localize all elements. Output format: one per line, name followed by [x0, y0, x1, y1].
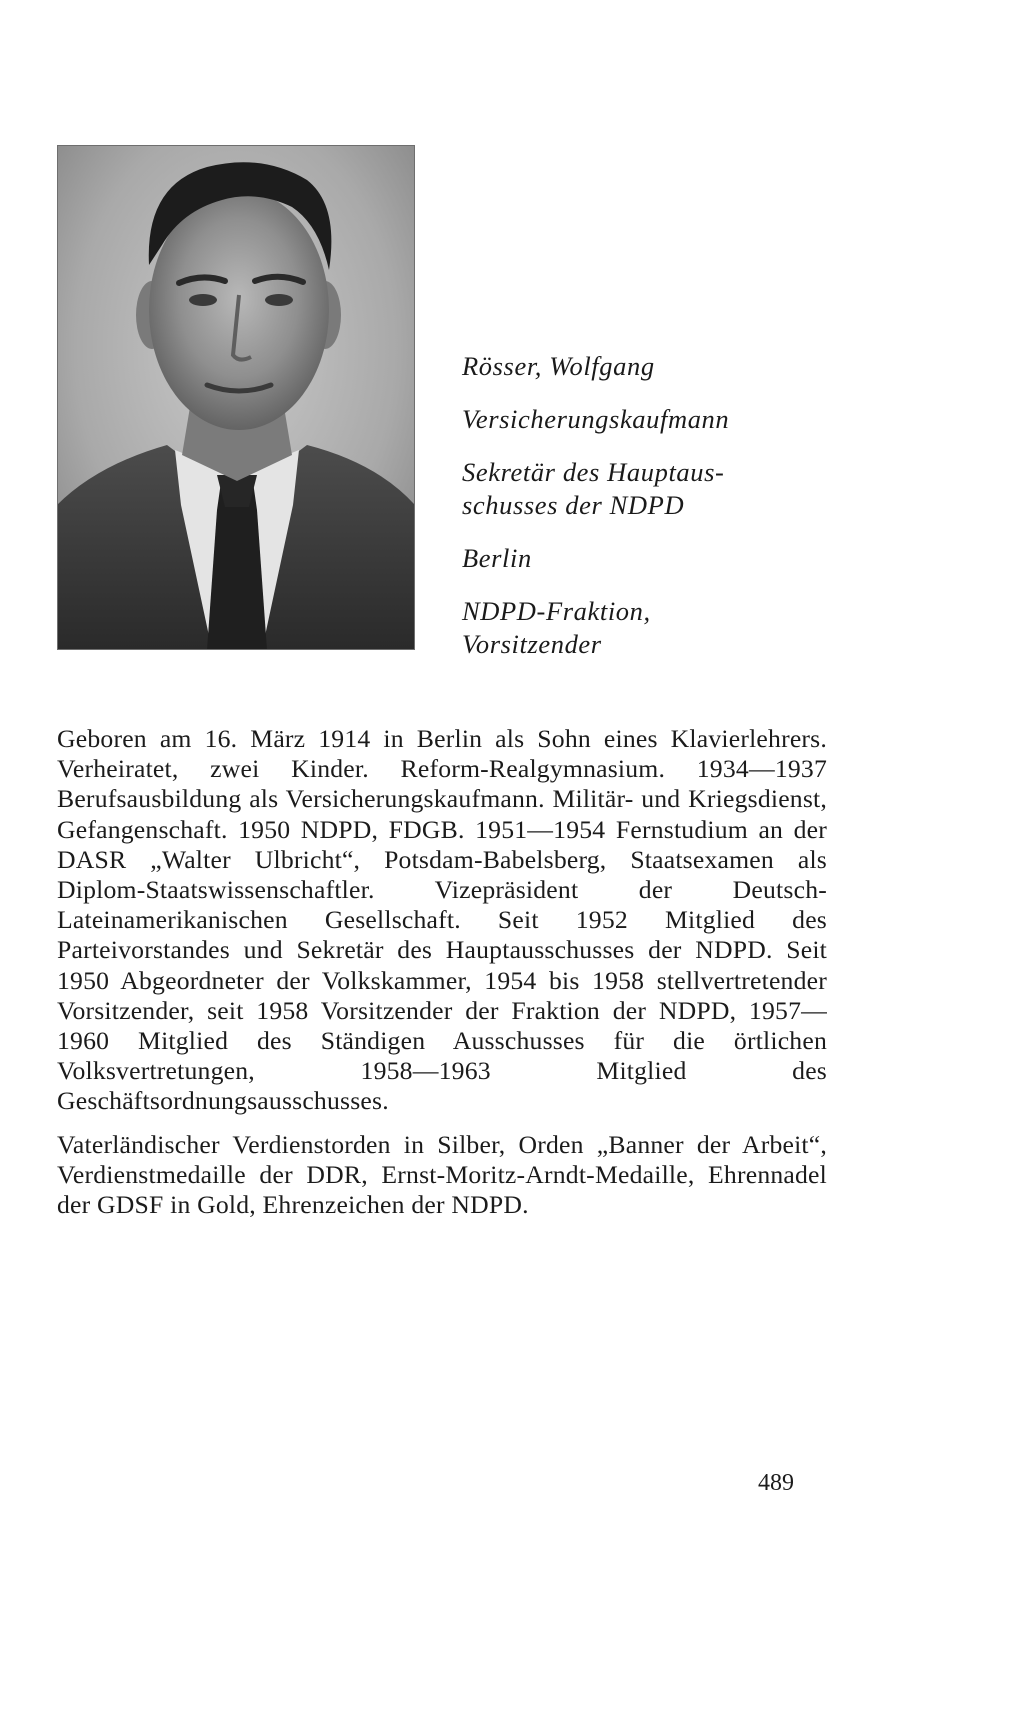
biography-paragraph-awards: Vaterländischer Verdienstorden in Silber, Orden „Banner der Arbeit“, Verdienstmedaille der DDR, Ernst-Moritz-Arndt-Medaille, Ehrennadel der GDSF in Gold, Ehrenzeichen der NDPD. [57, 1129, 827, 1220]
biography-text [57, 724, 827, 1233]
portrait-photo [57, 145, 415, 650]
entry-position: Sekretär des Hauptaus- schusses der NDPD [462, 457, 725, 520]
biography-paragraph-career: Geboren am 16. März 1914 in Berlin als Sohn eines Klavierlehrers. Verheiratet, zwei Kinder. Reform-Realgymnasium. 1934—1937 Berufsausbildung als Versicherungskaufmann. Militär- und Kriegsdienst, Gefangenschaft. 1950 NDPD, FDGB. 1951—1954 Fernstudium an der DASR „Walter Ulbricht“, Potsdam-Babelsberg, Staatsexamen als Diplom-Staatswissenschaftler. Vizepräsident der Deutsch-Lateinamerikanischen Gesellschaft. Seit 1952 Mitglied des Parteivorstandes und Sekretär des Hauptausschusses der NDPD. Seit 1950 Abgeordneter der Volkskammer, 1954 bis 1958 stellvertretender Vorsitzender, seit 1958 Vorsitzender der Fraktion der NDPD, 1957—1960 Mitglied des Ständigen Ausschusses für die örtlichen Volksvertretungen, 1958—1963 Mitglied des Geschäftsordnungsausschusses. [57, 724, 827, 1116]
entry-faction: NDPD-Fraktion, Vorsitzender [462, 596, 651, 659]
entry-name: Rösser, Wolfgang [462, 351, 655, 381]
page-number: 489 [758, 1470, 794, 1496]
entry-caption [462, 350, 842, 661]
entry-city: Berlin [462, 543, 532, 573]
entry-profession: Versicherungskaufmann [462, 404, 730, 434]
